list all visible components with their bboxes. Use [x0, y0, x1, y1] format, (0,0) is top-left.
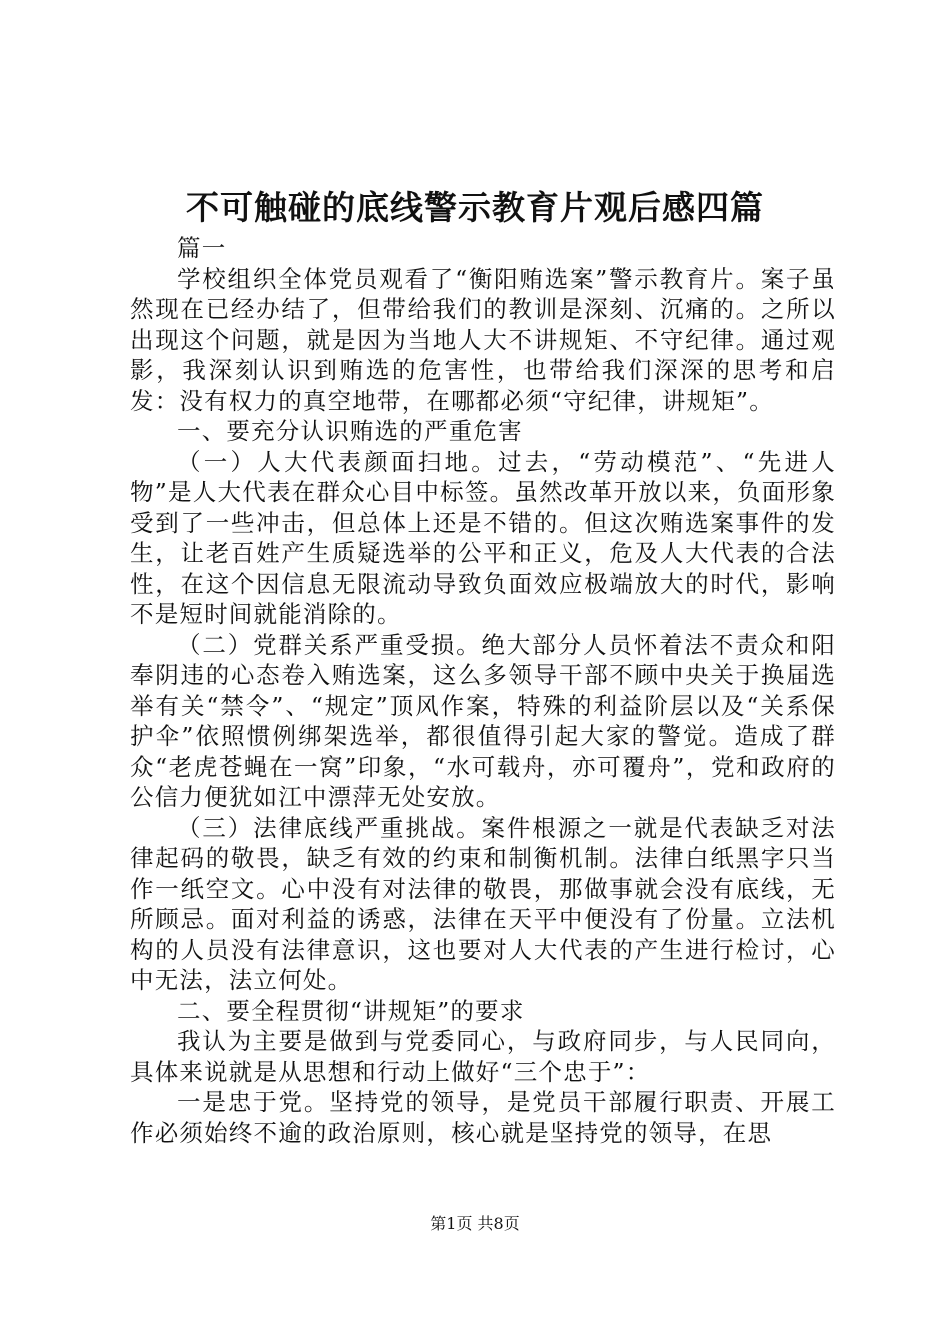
page-number-footer: 第1页 共8页	[430, 1214, 520, 1233]
paragraph-requirements: 我认为主要是做到与党委同心，与政府同步，与人民同向，具体来说就是从思想和行动上做好“三个忠于”：	[130, 1027, 836, 1086]
paragraph-loyalty-party: 一是忠于党。坚持党的领导，是党员干部履行职责、开展工作必须始终不逾的政治原则，核心就是坚持党的领导，在思	[130, 1088, 836, 1147]
heading-part-two: 二、要全程贯彻“讲规矩”的要求	[177, 996, 525, 1025]
heading-part-one: 一、要充分认识贿选的严重危害	[177, 417, 523, 445]
paragraph-intro: 学校组织全体党员观看了“衡阳贿选案”警示教育片。案子虽然现在已经办结了，但带给我们的教训是深刻、沉痛的。之所以出现这个问题，就是因为当地人大不讲规矩、不守纪律。通过观影，我深刻认识到贿选的危害性，也带给我们深深的思考和启发：没有权力的真空地带，在哪都必须“守纪律，讲规矩”。	[130, 264, 836, 415]
document-body	[130, 233, 836, 1148]
document-title: 不可触碰的底线警示教育片观后感四篇	[186, 188, 764, 227]
paragraph-point-2: （二）党群关系严重受损。绝大部分人员怀着法不责众和阳奉阴违的心态卷入贿选案，这么多领导干部不顾中央关于换届选举有关“禁令”、“规定”顶风作案，特殊的利益阶层以及“关系保护伞”依照惯例绑架选举，都很值得引起大家的警觉。造成了群众“老虎苍蝇在一窝”印象，“水可载舟，亦可覆舟”，党和政府的公信力便犹如江中漂萍无处安放。	[130, 630, 836, 811]
paragraph-point-1: （一）人大代表颜面扫地。过去，“劳动模范”、“先进人物”是人大代表在群众心目中标签。虽然改革开放以来，负面形象受到了一些冲击，但总体上还是不错的。但这次贿选案事件的发生，让老百姓产生质疑选举的公平和正义，危及人大代表的合法性，在这个因信息无限流动导致负面效应极端放大的时代，影响不是短时间就能消除的。	[130, 447, 836, 628]
section-label: 篇一	[177, 234, 227, 262]
paragraph-point-3: （三）法律底线严重挑战。案件根源之一就是代表缺乏对法律起码的敬畏，缺乏有效的约束和制衡机制。法律白纸黑字只当作一纸空文。心中没有对法律的敬畏，那做事就会没有底线，无所顾忌。面对利益的诱惑，法律在天平中便没有了份量。立法机构的人员没有法律意识，这也要对人大代表的产生进行检讨，心中无法，法立何处。	[130, 813, 836, 994]
